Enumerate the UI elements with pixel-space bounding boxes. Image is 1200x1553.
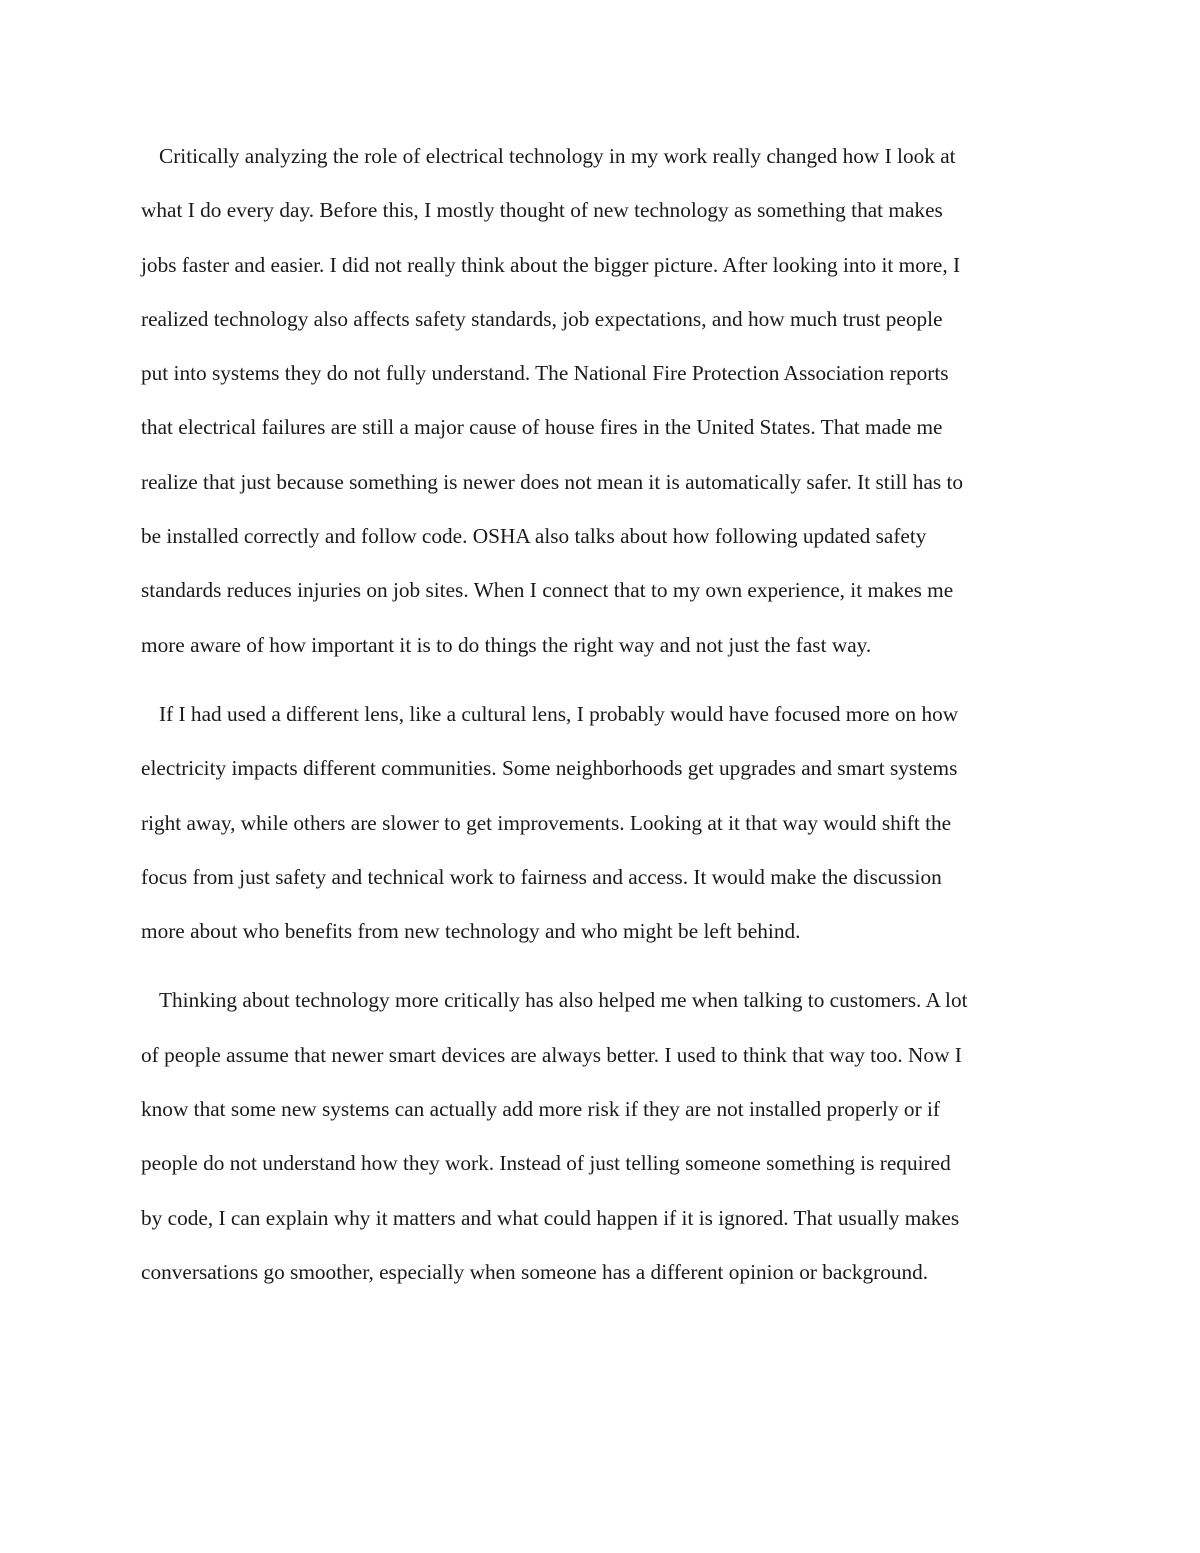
text-line: know that some new systems can actually add more risk if they are not installed properly or if [141, 1097, 941, 1122]
text-line: electricity impacts different communities. Some neighborhoods get upgrades and smart systems [141, 756, 958, 781]
text-line: by code, I can explain why it matters and what could happen if it is ignored. That usually makes [141, 1205, 960, 1230]
text-line: focus from just safety and technical work to fairness and access. It would make the discussion [141, 864, 942, 889]
text-line: people do not understand how they work. Instead of just telling someone something is required [141, 1151, 951, 1176]
paragraph-1 [141, 129, 1061, 672]
text-line: conversations go smoother, especially when someone has a different opinion or background. [141, 1259, 929, 1284]
text-line: that electrical failures are still a major cause of house fires in the United States. That made me [141, 415, 943, 440]
paragraph-2 [141, 687, 1061, 958]
text-line: Thinking about technology more critically has also helped me when talking to customers. A lot [159, 988, 968, 1013]
text-line: what I do every day. Before this, I mostly thought of new technology as something that makes [141, 198, 943, 223]
text-line: realized technology also affects safety standards, job expectations, and how much trust people [141, 306, 943, 331]
text-line: more about who benefits from new technology and who might be left behind. [141, 919, 801, 944]
paragraph-3 [141, 973, 1061, 1299]
text-line: Critically analyzing the role of electrical technology in my work really changed how I look at [159, 144, 956, 168]
text-line: standards reduces injuries on job sites. When I connect that to my own experience, it makes me [141, 578, 954, 603]
text-line: be installed correctly and follow code. OSHA also talks about how following updated safety [141, 524, 927, 549]
text-line: right away, while others are slower to get improvements. Looking at it that way would shift the [141, 810, 952, 835]
document-body [141, 129, 1061, 1314]
text-line: put into systems they do not fully understand. The National Fire Protection Association reports [141, 361, 949, 386]
text-line: If I had used a different lens, like a cultural lens, I probably would have focused more on how [159, 701, 959, 726]
text-line: more aware of how important it is to do things the right way and not just the fast way. [141, 632, 872, 657]
text-line: jobs faster and easier. I did not really think about the bigger picture. After looking into it more, I [141, 252, 961, 277]
text-line: of people assume that newer smart devices are always better. I used to think that way too. Now I [141, 1042, 962, 1067]
text-line: realize that just because something is newer does not mean it is automatically safer. It still has to [141, 469, 964, 494]
